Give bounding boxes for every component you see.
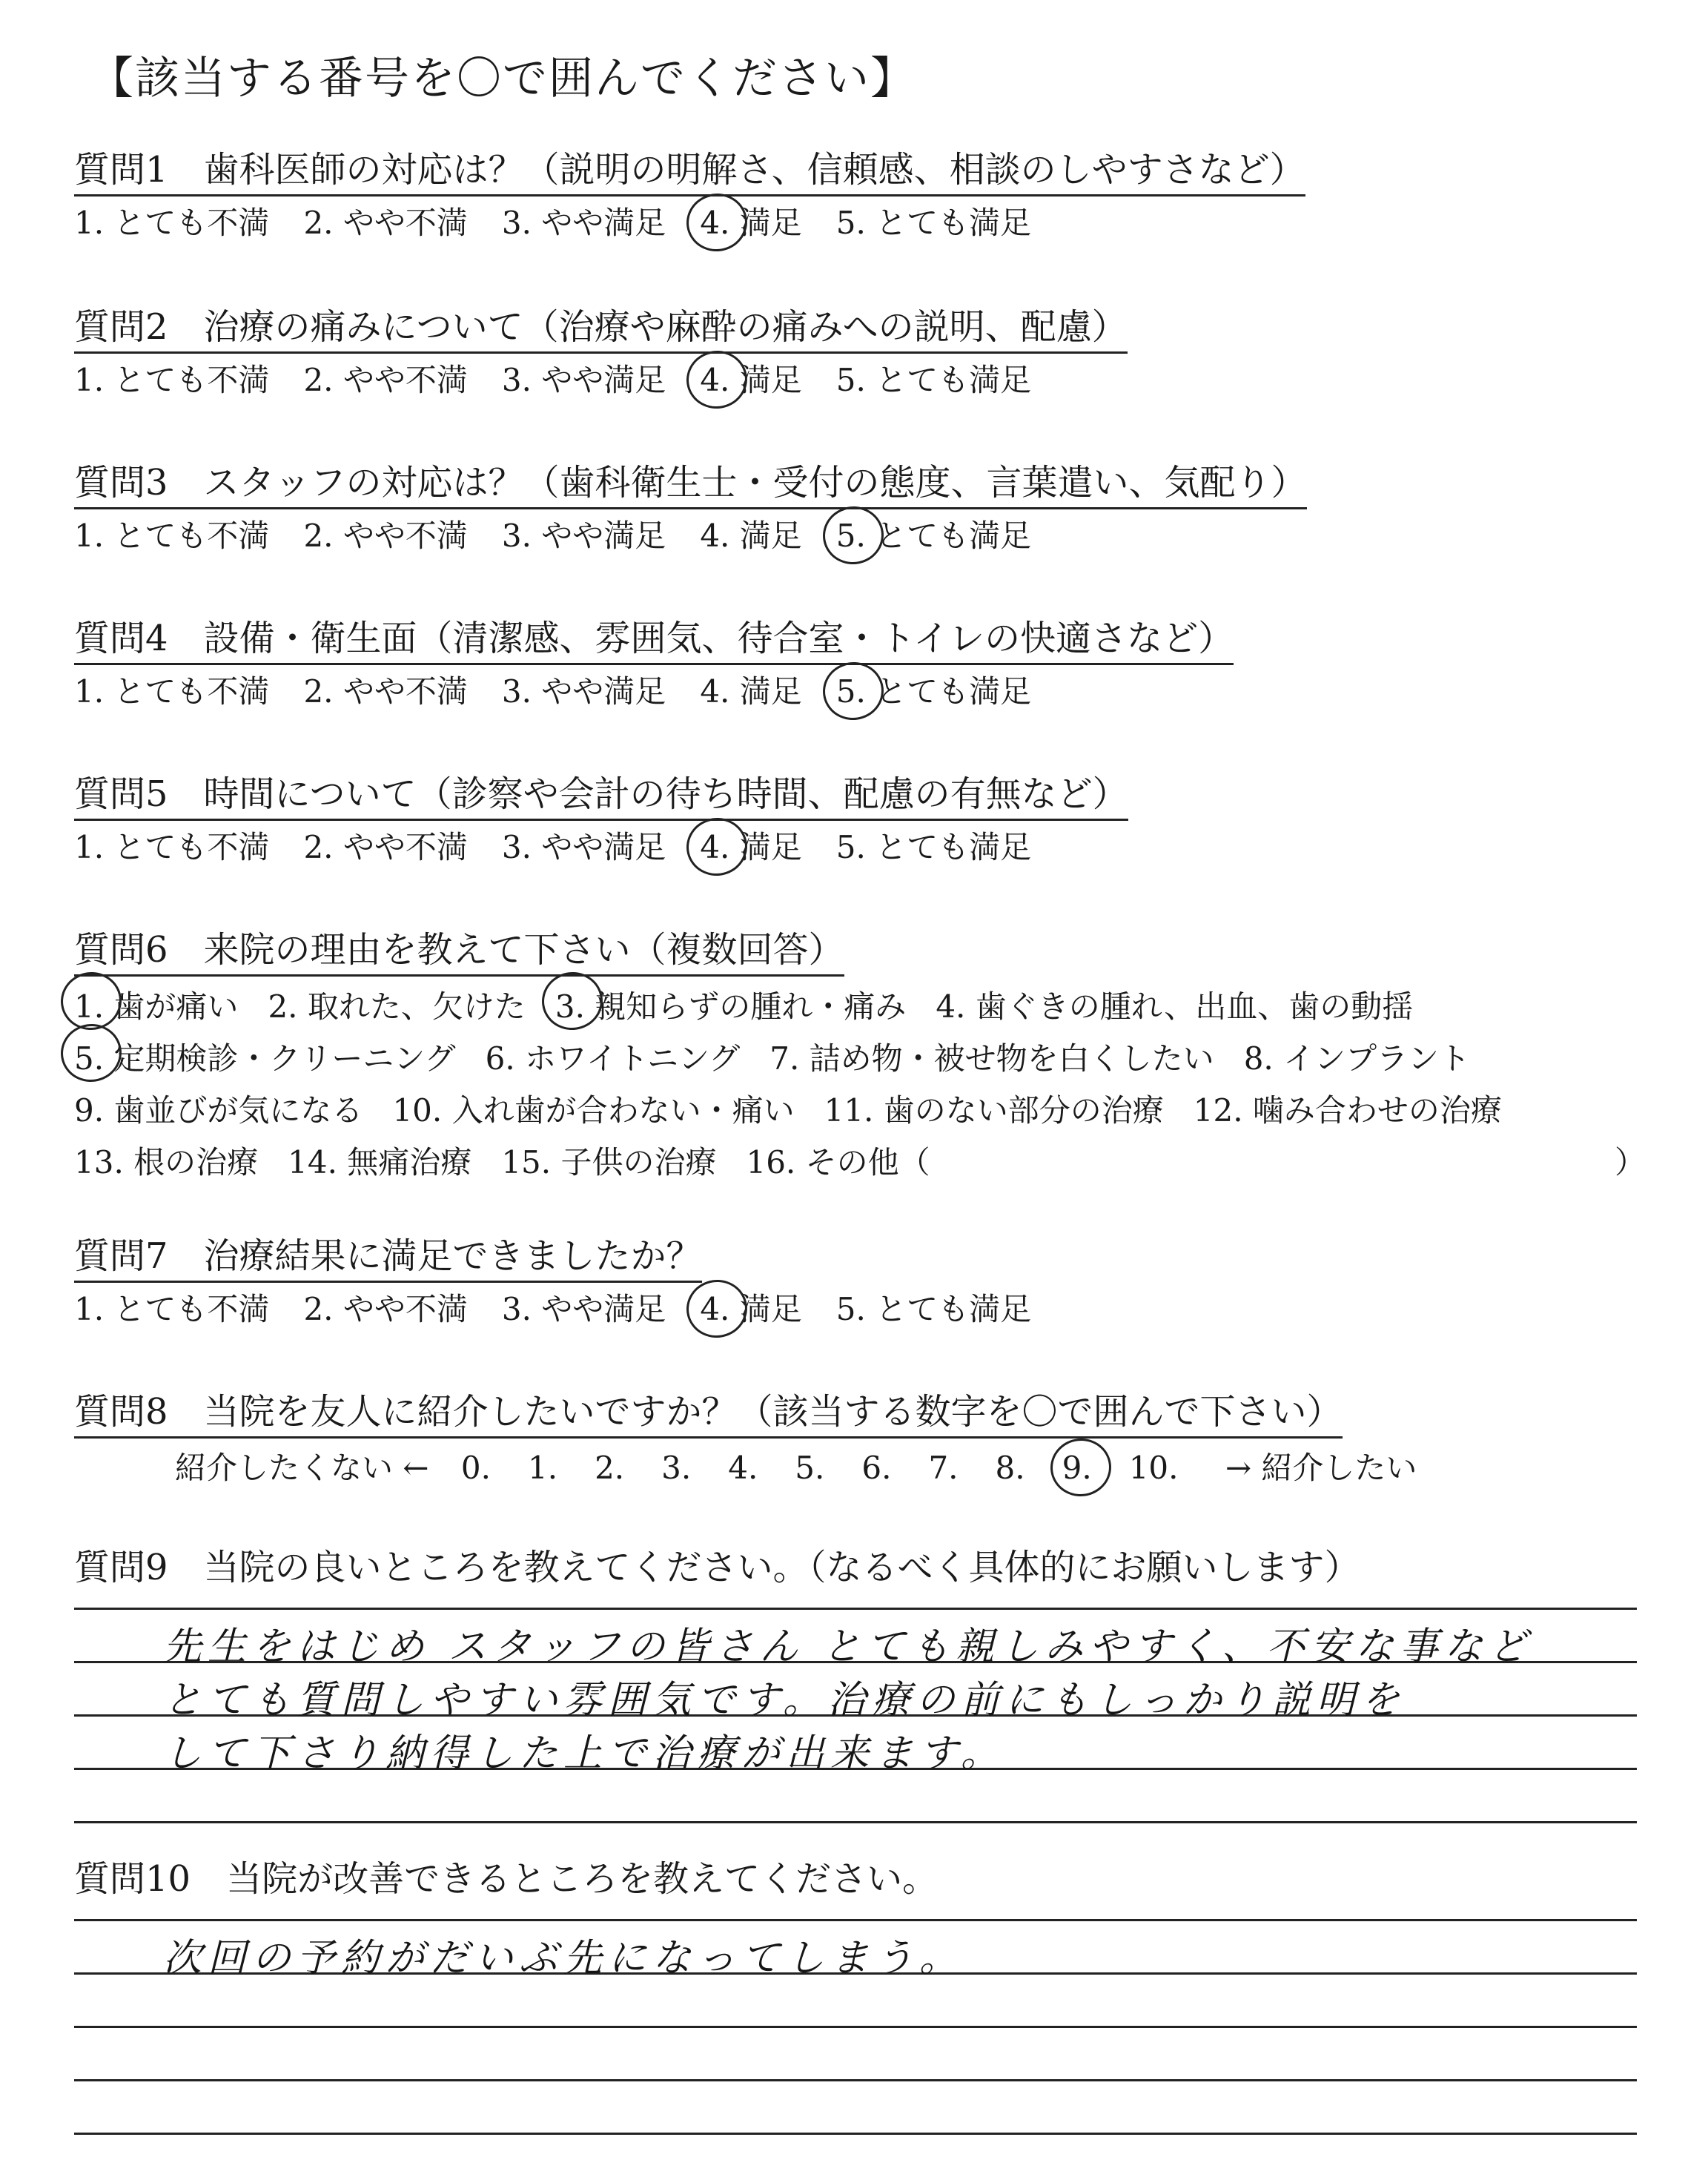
option-number: 5. <box>836 671 866 713</box>
handwritten-answer-line: して下さり納得した上で治療が出来ます。 <box>163 1731 1005 1776</box>
reason-option[interactable] <box>501 1137 716 1189</box>
option-label: 満足 <box>729 362 802 398</box>
option-5[interactable] <box>836 1289 1031 1330</box>
recommend-score-8[interactable]: 8. <box>995 1450 1025 1486</box>
option-number: 3. <box>501 205 532 241</box>
option-label: とても不満 <box>104 362 270 398</box>
reason-row <box>74 981 1675 1033</box>
reason-option[interactable] <box>555 981 906 1033</box>
option-label: 根の治療 <box>123 1144 259 1180</box>
option-2[interactable] <box>303 671 467 713</box>
question-7 <box>74 1235 1675 1330</box>
option-label: 満足 <box>729 829 802 865</box>
option-label: 子供の治療 <box>551 1144 717 1180</box>
answer-rule <box>74 1919 1637 1921</box>
option-2[interactable] <box>303 202 467 244</box>
option-number: 3. <box>501 829 532 865</box>
question-9-answer-area <box>74 1608 1637 1830</box>
option-3[interactable] <box>502 1289 666 1330</box>
reason-option[interactable] <box>268 981 525 1033</box>
option-number: 4. <box>700 518 730 554</box>
option-4[interactable] <box>700 827 801 868</box>
option-number: 1. <box>74 981 104 1033</box>
option-2[interactable] <box>303 1289 467 1330</box>
option-label: 無痛治療 <box>337 1144 472 1180</box>
option-number: 4. <box>700 827 729 868</box>
recommend-score-6[interactable]: 6. <box>861 1450 892 1486</box>
reason-option[interactable] <box>1194 1085 1502 1137</box>
recommend-score-4[interactable]: 4. <box>728 1450 758 1486</box>
option-label: やや満足 <box>531 362 666 398</box>
option-number: 5. <box>836 515 866 557</box>
recommend-score-2[interactable]: 2. <box>595 1450 625 1486</box>
option-number: 3. <box>501 518 532 554</box>
answer-rule <box>74 1608 1637 1610</box>
question-9 <box>74 1546 1675 1592</box>
option-number: 5. <box>835 1291 866 1327</box>
option-1[interactable] <box>74 515 269 557</box>
option-label: やや不満 <box>333 518 468 554</box>
answer-rule <box>74 2133 1637 2135</box>
option-label: やや不満 <box>333 673 468 710</box>
question-7-label: 質問7 治療結果に満足できましたか？ <box>74 1235 702 1283</box>
handwritten-answer-line: 先生をはじめ スタッフの皆さん とても親しみやすく、不安な事など <box>163 1625 1534 1669</box>
option-1[interactable] <box>74 671 269 713</box>
question-9-label: 質問9 当院の良いところを教えてください。（なるべく具体的にお願いします） <box>74 1547 1360 1588</box>
option-3[interactable] <box>502 202 666 244</box>
option-label: とても満足 <box>865 205 1032 241</box>
option-label: 満足 <box>729 673 802 710</box>
option-label: 取れた、欠けた <box>297 988 526 1025</box>
option-label: 満足 <box>729 1291 802 1327</box>
question-8-label: 質問8 当院を友人に紹介したいですか？（該当する数字を〇で囲んで下さい） <box>74 1390 1343 1439</box>
answer-rule <box>74 1821 1637 1823</box>
question-4-options <box>74 671 1675 713</box>
other-close-paren: ） <box>1614 1144 1646 1180</box>
option-number: 14. <box>288 1144 337 1180</box>
option-label: やや不満 <box>333 829 468 865</box>
option-number: 11. <box>824 1092 874 1129</box>
reason-option[interactable] <box>74 1033 456 1085</box>
question-1-options <box>74 202 1675 244</box>
option-number: 1. <box>74 518 105 554</box>
question-8 <box>74 1390 1675 1489</box>
option-number: 10. <box>392 1092 443 1129</box>
option-label: 定期検診・クリーニング <box>104 1040 456 1077</box>
answer-rule <box>74 2026 1637 2028</box>
recommend-score-9[interactable]: 9. <box>1062 1447 1092 1489</box>
option-label: 歯が痛い <box>104 988 239 1025</box>
option-number: 6. <box>485 1040 515 1077</box>
option-number: 5. <box>74 1033 104 1085</box>
option-1[interactable] <box>74 1289 269 1330</box>
option-label: とても満足 <box>865 518 1032 554</box>
option-label: 歯ぐきの腫れ、出血、歯の動揺 <box>965 988 1414 1025</box>
option-5[interactable] <box>836 671 1031 713</box>
option-5[interactable] <box>836 202 1031 244</box>
question-7-options <box>74 1289 1675 1330</box>
option-number: 5. <box>835 205 866 241</box>
option-label: とても満足 <box>865 1291 1032 1327</box>
recommend-scale <box>74 1447 1675 1489</box>
option-number: 7. <box>769 1040 800 1077</box>
option-label: 噛み合わせの治療 <box>1242 1092 1502 1129</box>
option-4[interactable] <box>700 671 801 713</box>
option-3[interactable] <box>502 671 666 713</box>
option-number: 2. <box>303 829 334 865</box>
option-label: 入れ歯が合わない・痛い <box>442 1092 795 1129</box>
question-6 <box>74 928 1675 1189</box>
reason-row <box>74 1085 1675 1137</box>
option-3[interactable] <box>502 827 666 868</box>
question-3-options <box>74 515 1675 557</box>
option-label: インプラント <box>1273 1040 1471 1077</box>
option-label: とても不満 <box>104 1291 270 1327</box>
reason-row <box>74 1137 1675 1189</box>
option-5[interactable] <box>836 515 1031 557</box>
option-label: とても不満 <box>104 673 270 710</box>
option-number: 2. <box>303 1291 334 1327</box>
recommend-score-1[interactable]: 1. <box>527 1450 558 1486</box>
recommend-score-7[interactable]: 7. <box>928 1450 959 1486</box>
option-number: 1. <box>74 829 105 865</box>
option-label: 歯並びが気になる <box>104 1092 363 1129</box>
question-10-label: 質問10 当院が改善できるところを教えてください。 <box>74 1858 939 1900</box>
option-label: やや満足 <box>531 1291 666 1327</box>
reason-row <box>74 1033 1675 1085</box>
option-label: やや不満 <box>333 205 468 241</box>
reason-option[interactable] <box>288 1137 471 1189</box>
option-label: とても満足 <box>865 362 1032 398</box>
option-label: 満足 <box>729 205 802 241</box>
question-6-label: 質問6 来院の理由を教えて下さい（複数回答） <box>74 928 844 977</box>
question-3 <box>74 461 1675 557</box>
reason-option[interactable] <box>74 1085 363 1137</box>
option-number: 12. <box>1193 1092 1243 1129</box>
question-1-label: 質問1 歯科医師の対応は？（説明の明解さ、信頼感、相談のしやすさなど） <box>74 148 1305 196</box>
option-label: 歯のない部分の治療 <box>873 1092 1164 1129</box>
option-number: 15. <box>501 1144 552 1180</box>
recommend-score-10[interactable]: 10. <box>1128 1450 1179 1486</box>
question-2 <box>74 305 1675 401</box>
question-4-label: 質問4 設備・衛生面（清潔感、雰囲気、待合室・トイレの快適さなど） <box>74 617 1234 665</box>
option-label: ホワイトニング <box>514 1040 741 1077</box>
option-1[interactable] <box>74 827 269 868</box>
question-3-label: 質問3 スタッフの対応は？（歯科衛生士・受付の態度、言葉遣い、気配り） <box>74 461 1307 509</box>
option-label: とても不満 <box>104 829 270 865</box>
question-5-options <box>74 827 1675 868</box>
option-number: 5. <box>835 829 866 865</box>
option-4[interactable] <box>700 202 801 244</box>
option-4[interactable] <box>700 515 801 557</box>
option-label: とても不満 <box>104 205 270 241</box>
reason-option[interactable] <box>824 1085 1164 1137</box>
option-label: その他（ <box>795 1144 930 1180</box>
question-5-label: 質問5 時間について（診察や会計の待ち時間、配慮の有無など） <box>74 773 1128 821</box>
reason-option[interactable] <box>746 1137 930 1189</box>
option-number: 2. <box>303 362 334 398</box>
option-number: 1. <box>74 1291 105 1327</box>
reason-option[interactable] <box>74 1137 258 1189</box>
option-1[interactable] <box>74 202 269 244</box>
option-label: 満足 <box>729 518 802 554</box>
option-number: 3. <box>501 1291 532 1327</box>
reason-option[interactable] <box>936 981 1413 1033</box>
option-3[interactable] <box>502 360 666 401</box>
option-number: 1. <box>74 362 105 398</box>
option-label: やや満足 <box>531 518 666 554</box>
option-number: 8. <box>1243 1040 1274 1077</box>
option-number: 2. <box>303 205 334 241</box>
question-1 <box>74 148 1675 244</box>
option-5[interactable] <box>836 827 1031 868</box>
option-number: 4. <box>936 988 966 1025</box>
option-1[interactable] <box>74 360 269 401</box>
option-label: とても満足 <box>865 673 1032 710</box>
option-number: 13. <box>74 1144 124 1180</box>
question-10-answer-area <box>74 1919 1637 2141</box>
question-2-options <box>74 360 1675 401</box>
question-5 <box>74 773 1675 868</box>
option-number: 1. <box>74 673 105 710</box>
handwritten-answer-line: 次回の予約がだいぶ先になってしまう。 <box>163 1936 964 1981</box>
option-2[interactable] <box>303 827 467 868</box>
recommend-score-5[interactable]: 5. <box>795 1450 825 1486</box>
option-5[interactable] <box>836 360 1031 401</box>
option-label: やや満足 <box>531 829 666 865</box>
option-number: 9. <box>74 1092 105 1129</box>
option-number: 3. <box>555 981 585 1033</box>
recommend-left-label: 紹介したくない ← <box>175 1450 429 1486</box>
option-number: 3. <box>501 673 532 710</box>
option-label: やや満足 <box>531 205 666 241</box>
option-label: やや不満 <box>333 362 468 398</box>
option-label: やや不満 <box>333 1291 468 1327</box>
option-number: 2. <box>303 518 334 554</box>
option-number: 1. <box>74 205 105 241</box>
reason-option[interactable] <box>392 1085 794 1137</box>
handwritten-answer-line: とても質問しやすい雰囲気です。治療の前にもしっかり説明を <box>163 1678 1406 1723</box>
reason-option[interactable] <box>486 1033 741 1085</box>
recommend-score-3[interactable]: 3. <box>661 1450 692 1486</box>
question-4 <box>74 617 1675 713</box>
option-number: 4. <box>700 360 729 401</box>
option-number: 4. <box>700 1289 729 1330</box>
option-label: 詰め物・被せ物を白くしたい <box>799 1040 1214 1077</box>
option-4[interactable] <box>700 360 801 401</box>
answer-rule <box>74 2079 1637 2081</box>
question-10 <box>74 1857 1675 1903</box>
option-3[interactable] <box>502 515 666 557</box>
recommend-score-0[interactable]: 0. <box>460 1450 491 1486</box>
question-2-label: 質問2 治療の痛みについて（治療や麻酔の痛みへの説明、配慮） <box>74 305 1128 354</box>
option-2[interactable] <box>303 360 467 401</box>
option-4[interactable] <box>700 1289 801 1330</box>
option-number: 2. <box>303 673 334 710</box>
option-2[interactable] <box>303 515 467 557</box>
option-number: 5. <box>835 362 866 398</box>
option-number: 4. <box>700 202 729 244</box>
option-label: 親知らずの腫れ・痛み <box>584 988 907 1025</box>
option-number: 3. <box>501 362 532 398</box>
option-label: とても不満 <box>104 518 270 554</box>
option-number: 16. <box>746 1144 796 1180</box>
option-label: とても満足 <box>865 829 1032 865</box>
recommend-right-label: → 紹介したい <box>1225 1450 1417 1486</box>
reason-option[interactable] <box>769 1033 1214 1085</box>
option-number: 4. <box>700 673 730 710</box>
option-number: 2. <box>268 988 298 1025</box>
page-title: 【該当する番号を〇で囲んでください】 <box>89 53 916 105</box>
question-6-options <box>74 981 1675 1189</box>
reason-option[interactable] <box>1244 1033 1470 1085</box>
option-label: やや満足 <box>531 673 666 710</box>
